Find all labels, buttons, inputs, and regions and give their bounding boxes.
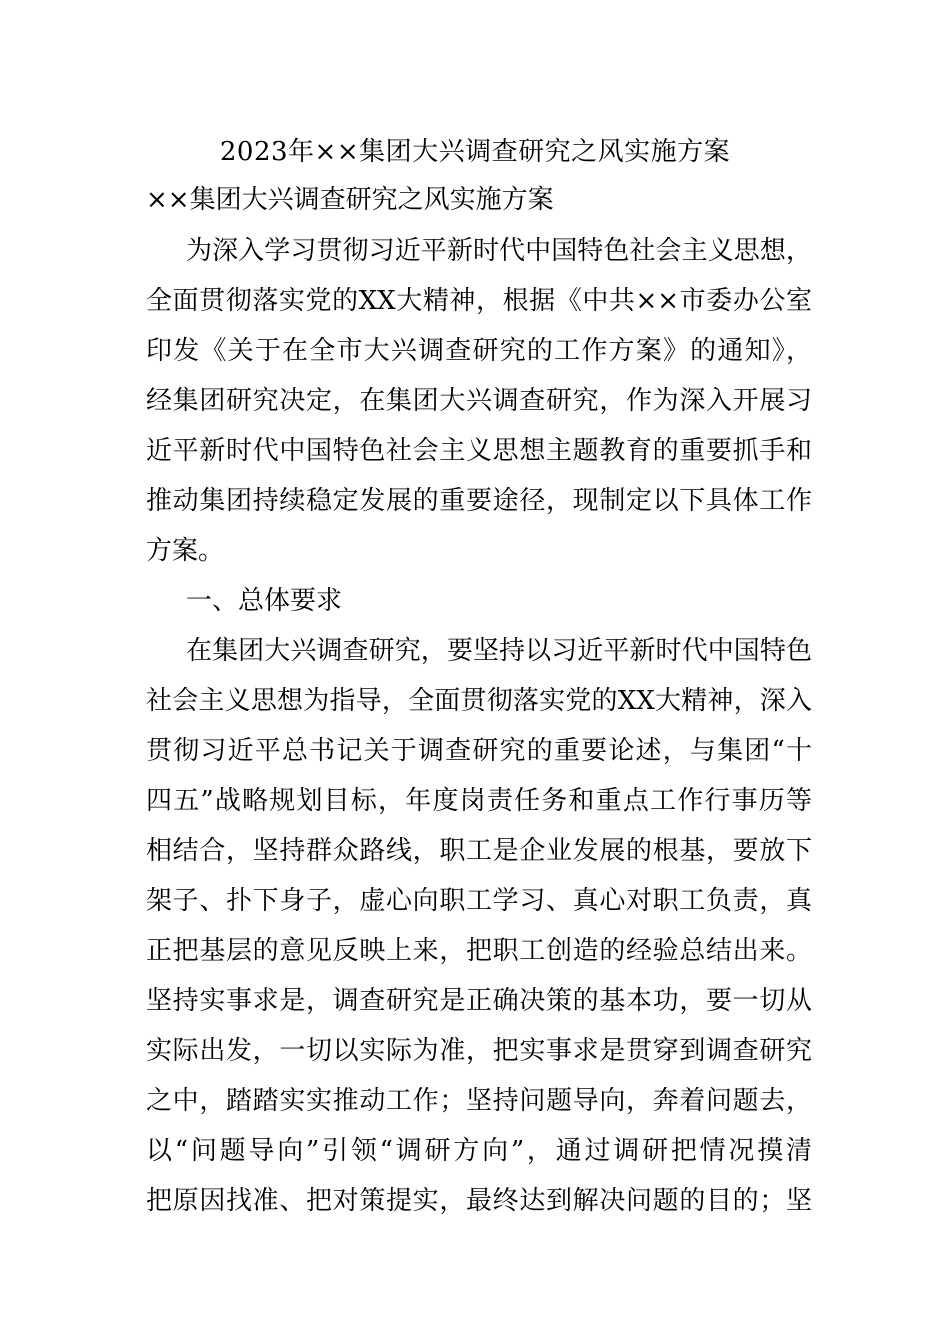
paragraph-line: 推动集团持续稳定发展的重要途径，现制定以下具体工作 (146, 486, 812, 516)
paragraph-line: 实际出发，一切以实际为准，把实事求是贯穿到调查研究 (146, 1036, 812, 1066)
paragraph-line: 近平新时代中国特色社会主义思想主题教育的重要抓手和 (146, 436, 812, 466)
paragraph-line: 架子、扑下身子，虚心向职工学习、真心对职工负责，真 (146, 886, 812, 916)
section-heading: 一、总体要求 (186, 586, 343, 616)
paragraph-line: 正把基层的意见反映上来，把职工创造的经验总结出来。 (146, 936, 812, 966)
paragraph-line: 全面贯彻落实党的XX大精神，根据《中共××市委办公室 (146, 286, 812, 316)
paragraph-line: 之中，踏踏实实推动工作；坚持问题导向，奔着问题去， (146, 1086, 812, 1116)
paragraph-line: 把原因找准、把对策提实，最终达到解决问题的目的；坚 (146, 1186, 812, 1216)
paragraph-line: 印发《关于在全市大兴调查研究的工作方案》的通知》， (146, 336, 812, 366)
paragraph-line: 社会主义思想为指导，全面贯彻落实党的XX大精神，深入 (146, 686, 812, 716)
paragraph-line: 为深入学习贯彻习近平新时代中国特色社会主义思想， (186, 236, 812, 266)
paragraph-line: 方案。 (146, 536, 225, 566)
paragraph-line: 四五”战略规划目标，年度岗责任务和重点工作行事历等 (146, 786, 812, 816)
paragraph-line: 坚持实事求是，调查研究是正确决策的基本功，要一切从 (146, 986, 812, 1016)
paragraph-line: 经集团研究决定，在集团大兴调查研究，作为深入开展习 (146, 386, 812, 416)
document-body (146, 226, 812, 1226)
paragraph-line: 以“问题导向”引领“调研方向”，通过调研把情况摸清 (146, 1136, 812, 1166)
document-title: 2023年××集团大兴调查研究之风实施方案 (219, 137, 731, 167)
paragraph-line: 贯彻习近平总书记关于调查研究的重要论述，与集团“十 (146, 736, 812, 766)
document-subtitle: ××集团大兴调查研究之风实施方案 (146, 185, 554, 215)
paragraph-line: 在集团大兴调查研究，要坚持以习近平新时代中国特色 (186, 636, 812, 666)
paragraph-line: 相结合，坚持群众路线，职工是企业发展的根基，要放下 (146, 836, 812, 866)
